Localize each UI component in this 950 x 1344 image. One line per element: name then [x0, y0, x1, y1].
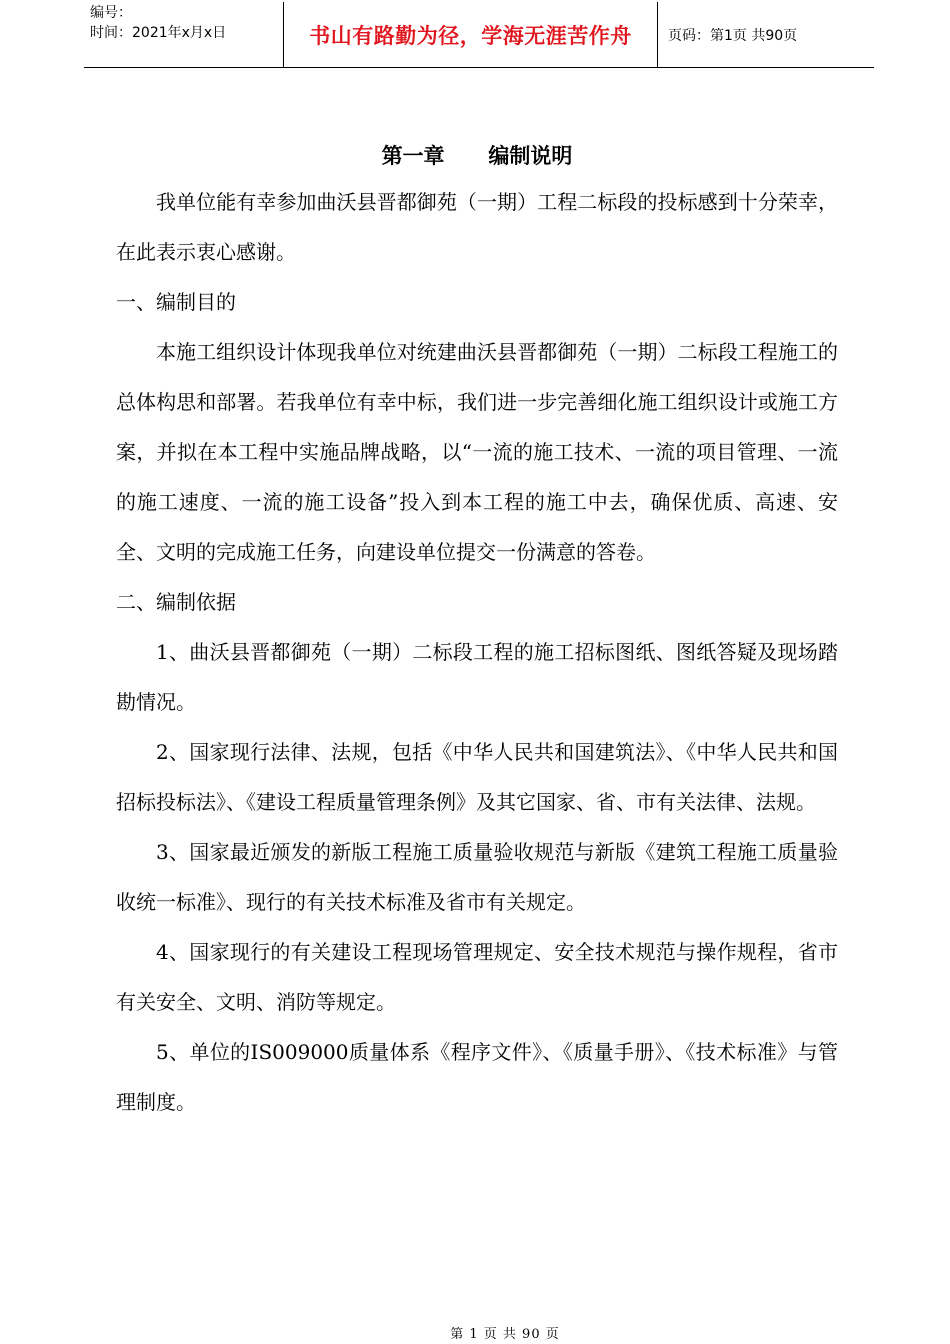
header-motto: 书山有路勤为径，学海无涯苦作舟	[284, 2, 658, 67]
document-body	[116, 135, 838, 1127]
header-page-info: 页码：第1页 共90页	[668, 27, 798, 44]
basis-item: 2、国家现行法律、法规，包括《中华人民共和国建筑法》、《中华人民共和国招标投标法》、《建设工程质量管理条例》及其它国家、省、市有关法律、法规。	[116, 740, 838, 814]
section-heading-purpose: 一、编制目的	[116, 290, 236, 314]
time-label: 时间：2021年x月x日	[90, 25, 227, 41]
basis-item: 1、曲沃县晋都御苑（一期）二标段工程的施工招标图纸、图纸答疑及现场踏勘情况。	[116, 640, 838, 714]
basis-item: 5、单位的IS009000质量体系《程序文件》、《质量手册》、《技术标准》与管理制度。	[116, 1040, 838, 1114]
basis-item: 4、国家现行的有关建设工程现场管理规定、安全技术规范与操作规程，省市有关安全、文明、消防等规定。	[116, 940, 838, 1014]
intro-paragraph: 我单位能有幸参加曲沃县晋都御苑（一期）工程二标段的投标感到十分荣幸，在此表示衷心感谢。	[116, 190, 838, 264]
page-header	[84, 2, 874, 68]
basis-item: 3、国家最近颁发的新版工程施工质量验收规范与新版《建筑工程施工质量验收统一标准》、现行的有关技术标准及省市有关规定。	[116, 840, 838, 914]
section-heading-basis: 二、编制依据	[116, 590, 236, 614]
chapter-title: 第一章 编制说明	[381, 144, 573, 168]
purpose-paragraph: 本施工组织设计体现我单位对统建曲沃县晋都御苑（一期）二标段工程施工的总体构思和部署。若我单位有幸中标，我们进一步完善细化施工组织设计或施工方案，并拟在本工程中实施品牌战略，以“一流的施工技术、一流的项目管理、一流的施工速度、一流的施工设备”投入到本工程的施工中去，确保优质、高速、安全、文明的完成施工任务，向建设单位提交一份满意的答卷。	[116, 340, 838, 564]
header-meta-cell	[84, 2, 284, 67]
page-footer: 第 1 页 共 90 页	[450, 1327, 560, 1342]
number-label: 编号：	[90, 5, 132, 21]
